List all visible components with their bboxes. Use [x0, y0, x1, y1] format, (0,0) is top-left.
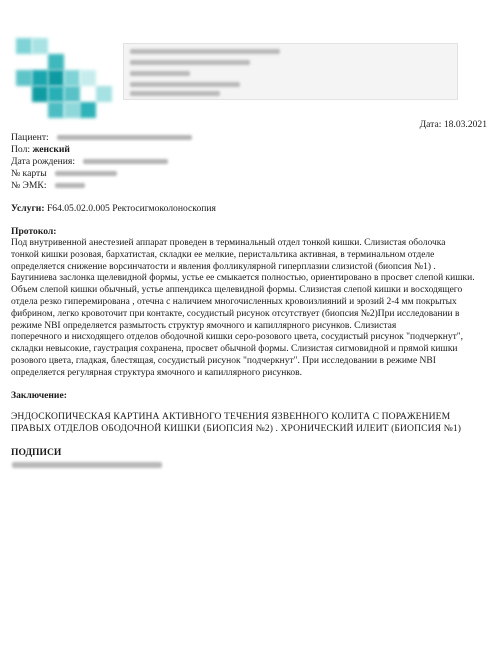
signature-redacted	[12, 462, 162, 468]
protocol-line: Под внутривенной анестезией аппарат проведен в терминальный отдел тонкой кишки. Слизистая оболочка	[11, 238, 446, 248]
emk-label: № ЭМК:	[11, 180, 47, 191]
emk-row	[11, 180, 85, 192]
card-redacted	[55, 171, 117, 176]
protocol-line: режиме NBI определяется размытость структур ямочного и капиллярного рисунков. Слизистая	[11, 320, 397, 331]
protocol-line: определяется регулярная структура ямочного и капиллярного рисунков.	[11, 367, 303, 378]
services-name: Ректосигмоколоноскопия	[112, 203, 216, 214]
protocol-line: фибрином, легко кровоточит при контакте, сосудистый рисунок отсутствует (биопсия №2)При исследовании в	[11, 308, 460, 319]
patient-name-redacted	[57, 135, 192, 140]
card-label: № карты	[11, 168, 47, 179]
dob-label: Дата рождения:	[11, 156, 75, 167]
protocol-line: отдела резко гиперемирована , отечна с наличием многочисленных кровоизлияний и эрозий 2-4 мм покрытых	[11, 296, 457, 307]
services-label: Услуги:	[11, 203, 45, 214]
protocol-line: складки невысокие, гаустрация сохранена, просвет обычной формы. Слизистая сигмовидной и прямой кишки	[11, 344, 458, 355]
protocol-line: тонкой кишки розовая, бархатистая, складки ее мелкие, перистальтика активная, в терминальном отделе	[11, 249, 435, 260]
protocol-line: поперечного и нисходящего отделов ободочной кишки серо-розового цвета, сосудистый рисунок "подчеркнут",	[11, 332, 463, 343]
protocol-heading: Протокол:	[11, 226, 57, 237]
card-row	[11, 168, 117, 180]
report-date	[420, 119, 487, 131]
patient-row	[11, 132, 192, 144]
dob-row	[11, 156, 168, 168]
emk-redacted	[55, 183, 85, 188]
date-label: Дата:	[419, 119, 442, 130]
conclusion-heading: Заключение:	[11, 390, 67, 401]
protocol-text	[11, 238, 493, 380]
services-row	[11, 203, 216, 215]
protocol-line: розового цвета, гладкая, блестящая, сосудистый рисунок "подчеркнут". При исследовании в режиме NBI	[11, 355, 436, 366]
services-code: F64.05.02.0.005	[46, 203, 110, 214]
date-value: 18.03.2021	[443, 119, 487, 130]
protocol-line: определяется снижение ворсинчатости и явления фолликулярной гиперплазии слизистой (биопсия №1) .	[11, 261, 436, 272]
clinic-info-redacted	[123, 43, 458, 100]
dob-redacted	[83, 159, 168, 164]
sex-label: Пол:	[11, 144, 31, 155]
conclusion-text	[11, 411, 495, 435]
protocol-line: Баугиниева заслонка щелевидной формы, устье ее смыкается полностью, ориентировано в просвет слепой кишки.	[11, 273, 475, 284]
clinic-logo	[12, 34, 120, 124]
sex-row	[11, 144, 70, 156]
sex-value: женский	[32, 144, 70, 155]
conclusion-line-2: ПРАВЫХ ОТДЕЛОВ ОБОДОЧНОЙ КИШКИ (БИОПСИЯ №2) . ХРОНИЧЕСКИЙ ИЛЕИТ (БИОПСИЯ №1)	[11, 423, 462, 434]
patient-label: Пациент:	[11, 132, 49, 143]
conclusion-line-1: ЭНДОСКОПИЧЕСКАЯ КАРТИНА АКТИВНОГО ТЕЧЕНИЯ ЯЗВЕННОГО КОЛИТА С ПОРАЖЕНИЕМ	[11, 411, 451, 422]
signatures-heading: ПОДПИСИ	[11, 447, 62, 458]
protocol-line: Объем слепой кишки обычный, устье аппендикса щелевидной формы. Слизистая слепой кишки и восходящего	[11, 285, 463, 296]
